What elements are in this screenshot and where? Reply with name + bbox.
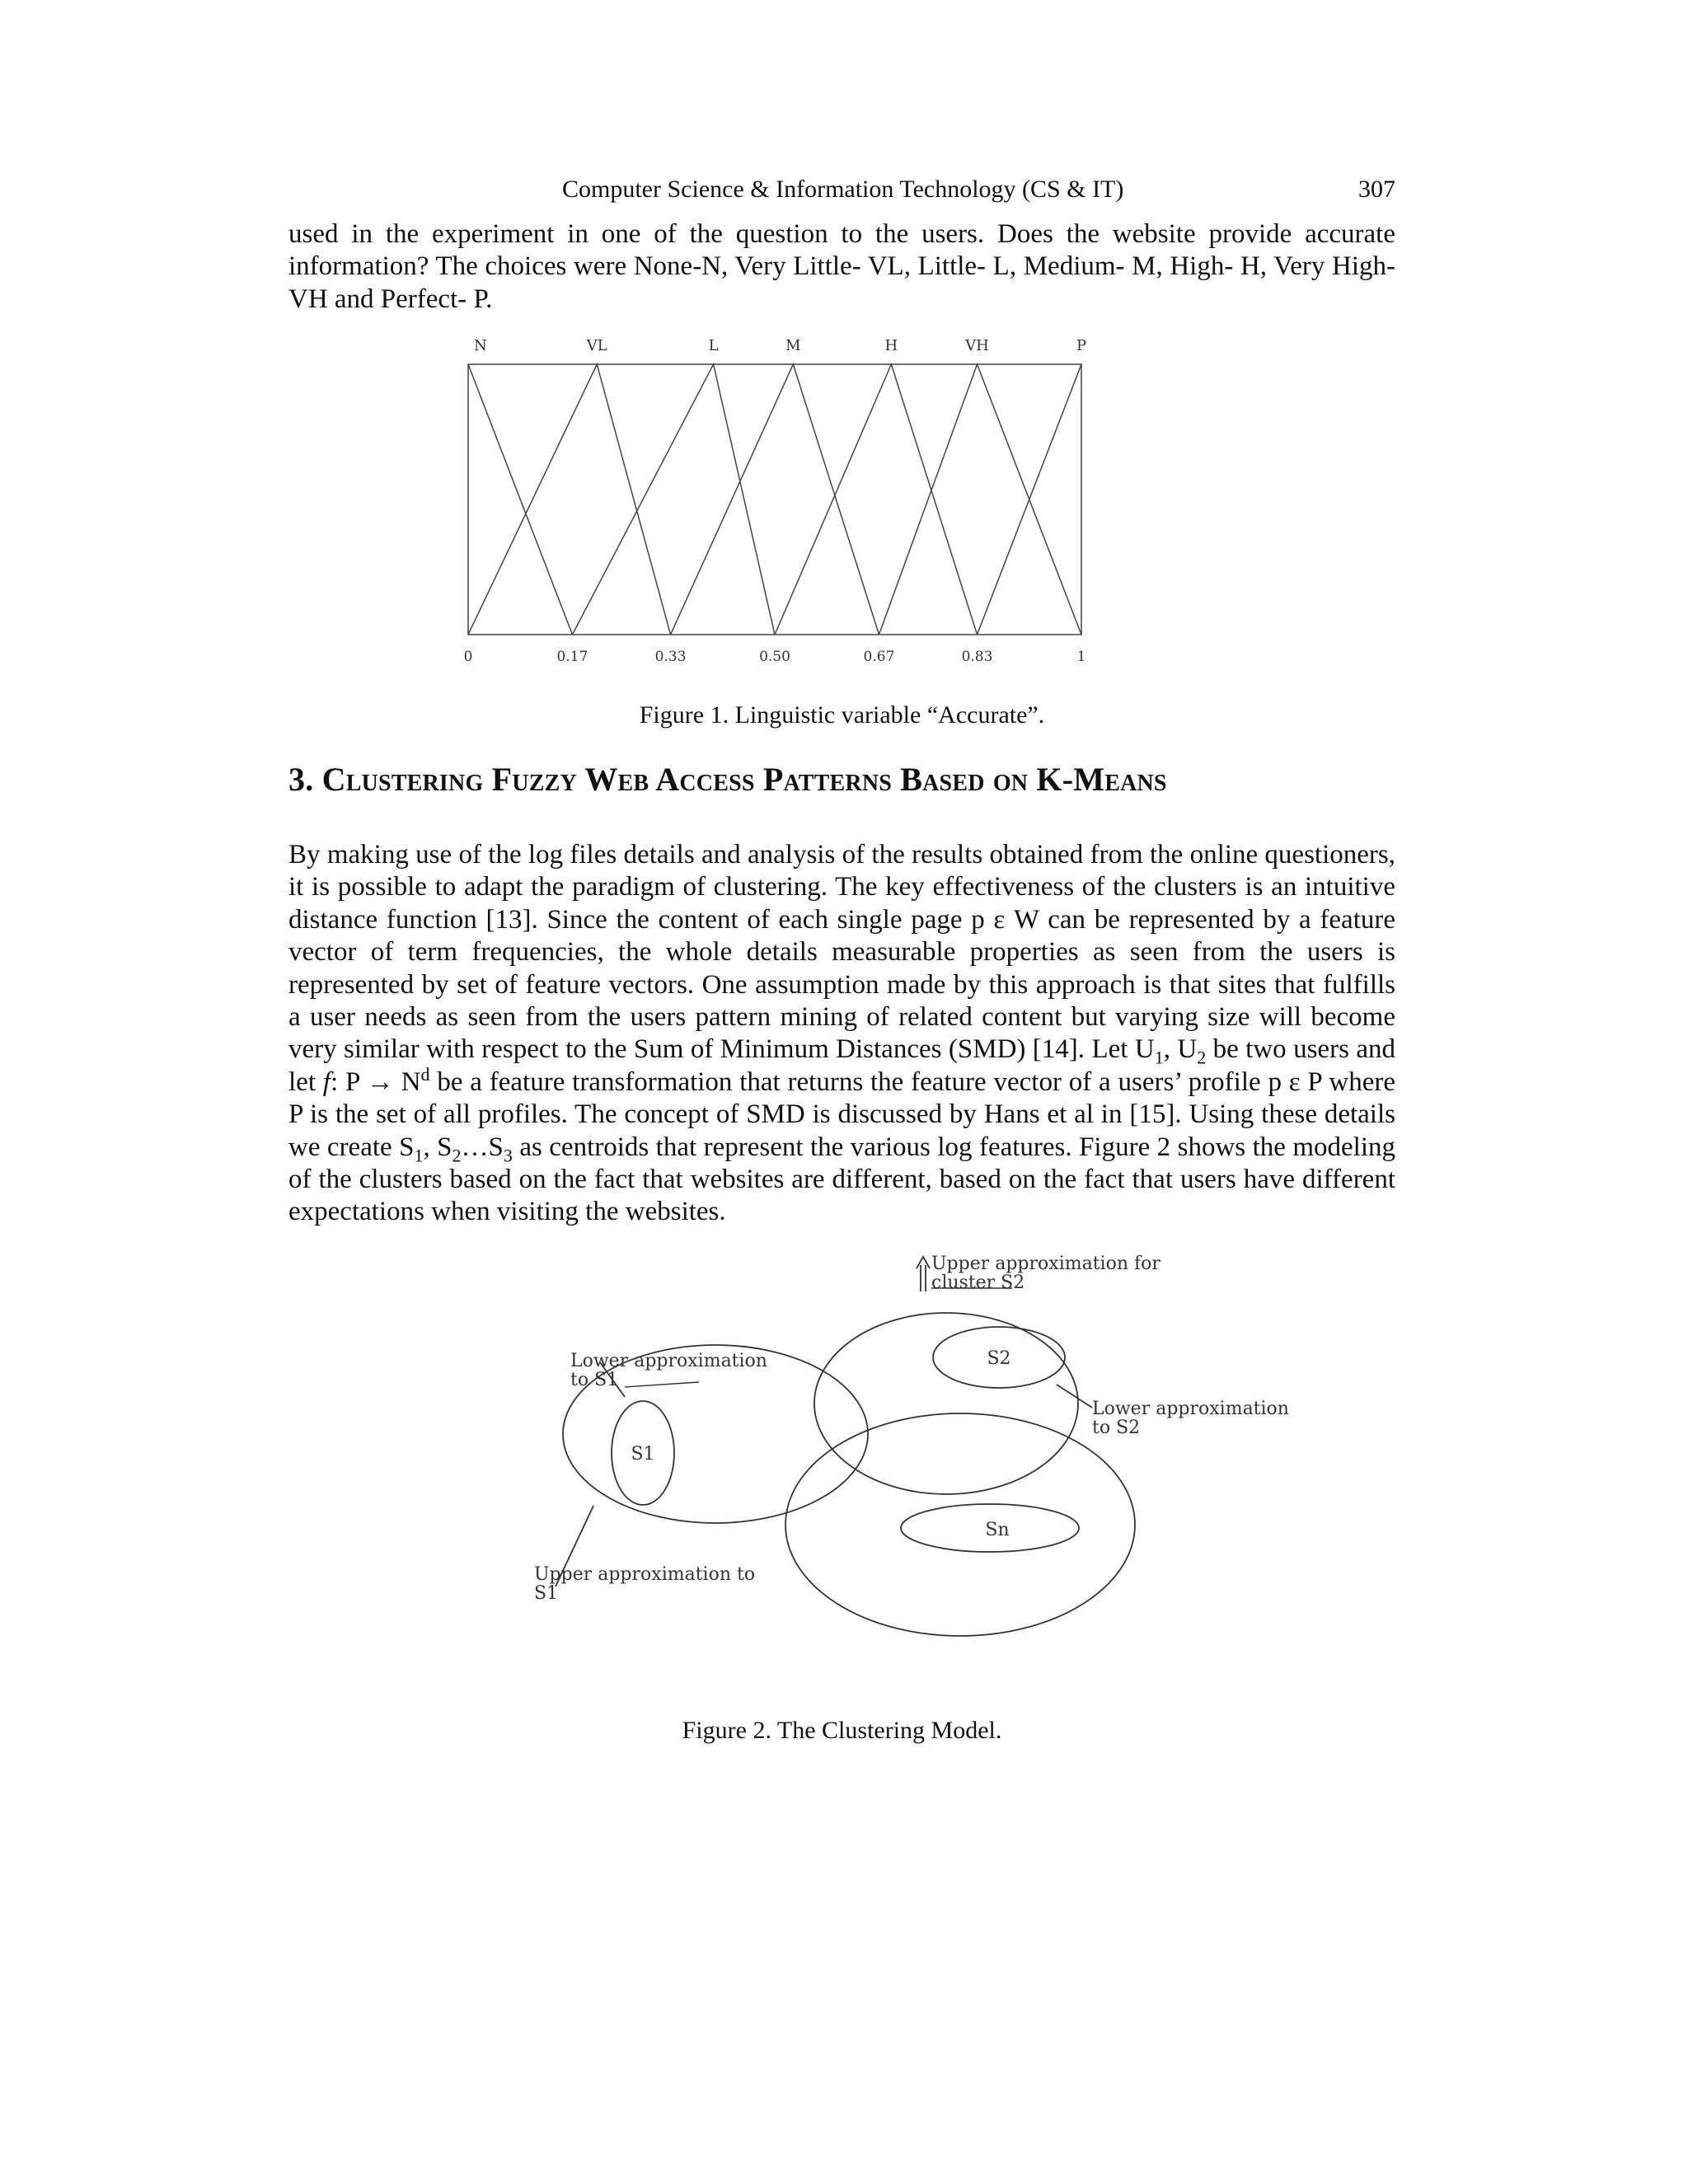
paragraph-intro: used in the experiment in one of the question to the users. Does the website provide accurate information? The choices were None-N, Very Little- VL, Little- L, Medium- M, High- H, Very High- VH and Perfect- P. bbox=[288, 219, 1395, 314]
section-heading bbox=[288, 758, 1395, 801]
para2-sep-s1: , S bbox=[423, 1132, 452, 1162]
para2-text-c: : P → N bbox=[330, 1066, 421, 1097]
section-title: Clustering Fuzzy Web Access Patterns Based on K-Means bbox=[321, 761, 1167, 798]
fig1-tick-label: 0.67 bbox=[863, 649, 895, 665]
section-number: 3. bbox=[288, 761, 314, 798]
membership-line-l bbox=[572, 364, 775, 635]
fig1-tick-label: 0.17 bbox=[556, 649, 588, 665]
annot-upper-s1-line2: S1 bbox=[534, 1583, 559, 1604]
membership-line-vh bbox=[879, 364, 1081, 635]
figure-1-caption: Figure 1. Linguistic variable “Accurate”. bbox=[639, 701, 1045, 729]
paragraph-clustering bbox=[288, 839, 1395, 1229]
para2-sep-u: , U bbox=[1163, 1034, 1198, 1065]
para2-sub-s3: 3 bbox=[503, 1145, 513, 1166]
fig1-term-label-vh: VH bbox=[965, 337, 989, 354]
fig1-term-label-l: L bbox=[708, 337, 719, 354]
para2-sup-d: d bbox=[420, 1063, 430, 1085]
para2-sep-s2: …S bbox=[461, 1132, 504, 1162]
annot-lower-s2-line2: to S2 bbox=[1092, 1418, 1141, 1438]
cluster-label-sn: Sn bbox=[985, 1520, 1010, 1540]
membership-line-vl bbox=[468, 364, 671, 635]
pointer-lower-s2 bbox=[1057, 1385, 1092, 1408]
membership-line-m bbox=[671, 364, 879, 635]
s2-upper-ellipse bbox=[814, 1313, 1078, 1494]
fig1-tick-group bbox=[464, 649, 1086, 665]
journal-title: Computer Science & Information Technology (CS & IT) bbox=[562, 176, 1124, 203]
annot-lower-s1-line1: Lower approximation bbox=[570, 1351, 767, 1371]
figure-2-caption: Figure 2. The Clustering Model. bbox=[682, 1717, 1002, 1744]
para2-f-italic: f bbox=[322, 1066, 331, 1097]
para2-sub-u1: 1 bbox=[1154, 1047, 1164, 1069]
fig1-tick-label: 0.33 bbox=[654, 649, 687, 665]
fig1-term-label-p: P bbox=[1076, 337, 1087, 354]
page-number: 307 bbox=[1358, 176, 1395, 203]
annot-upper-s1-line1: Upper approximation to bbox=[534, 1564, 756, 1585]
fig1-tick-label: 0.50 bbox=[759, 649, 790, 665]
underline-lower-s1 bbox=[625, 1382, 699, 1387]
sn-upper-ellipse bbox=[785, 1413, 1135, 1636]
annot-lower-s2-line1: Lower approximation bbox=[1092, 1399, 1289, 1419]
para2-text-b: be two users and let bbox=[288, 1034, 1395, 1097]
fig1-membership-lines bbox=[468, 364, 1081, 635]
running-header bbox=[288, 171, 1395, 208]
fig1-tick-label: 0.83 bbox=[961, 649, 993, 665]
para2-sub-s2: 2 bbox=[452, 1145, 462, 1166]
fig1-term-label-vl: VL bbox=[586, 337, 607, 354]
annot-lower-s1-line2: to S1 bbox=[570, 1370, 619, 1390]
fig1-term-label-n: N bbox=[474, 337, 487, 354]
para2-text-e: as centroids that represent the various log features. Figure 2 shows the modeling of the clusters based on the fact that websites are different, based on the fact that users have different expectations when visiting the websites. bbox=[288, 1132, 1395, 1227]
fig1-tick-label: 0 bbox=[463, 649, 473, 665]
cluster-label-s2: S2 bbox=[987, 1348, 1011, 1369]
annot-upper-s2-line1: Upper approximation for bbox=[931, 1254, 1160, 1274]
para2-text-d: be a feature transformation that returns the feature vector of a users’ profile p ε P where P is the set of all profiles. The concept of SMD is discussed by Hans et al in [15]. Using these details we create S bbox=[288, 1066, 1395, 1162]
fig1-term-label-m: M bbox=[785, 337, 801, 354]
figure-2-clustering-diagram bbox=[511, 1249, 1319, 1661]
para2-sub-s1: 1 bbox=[414, 1145, 424, 1166]
membership-line-h bbox=[775, 364, 978, 635]
membership-line-n bbox=[468, 364, 572, 635]
arrow-upper-s2-head bbox=[917, 1257, 930, 1268]
fig1-term-label-h: H bbox=[884, 337, 898, 354]
cluster-label-s1: S1 bbox=[631, 1444, 655, 1465]
figure-1-membership-chart bbox=[462, 330, 1104, 676]
para2-sub-u2: 2 bbox=[1197, 1047, 1207, 1069]
para2-text-a: By making use of the log files details and analysis of the results obtained from the online questioners, it is possible to adapt the paradigm of clustering. The key effectiveness of the clusters is an intuitive distance function [13]. Since the content of each single page p ε W can be represented by a feature vector of term frequencies, the whole details measurable properties as seen from the users is represented by set of feature vectors. One assumption made by this approach is that sites that fulfills a user needs as seen from the users pattern mining of related content but varying size will become very similar with respect to the Sum of Minimum Distances (SMD) [14]. Let U bbox=[288, 840, 1395, 1065]
annot-upper-s2-line2: cluster S2 bbox=[931, 1272, 1025, 1293]
fig1-tick-label: 1 bbox=[1076, 649, 1086, 665]
fig1-label-group bbox=[474, 337, 1086, 354]
